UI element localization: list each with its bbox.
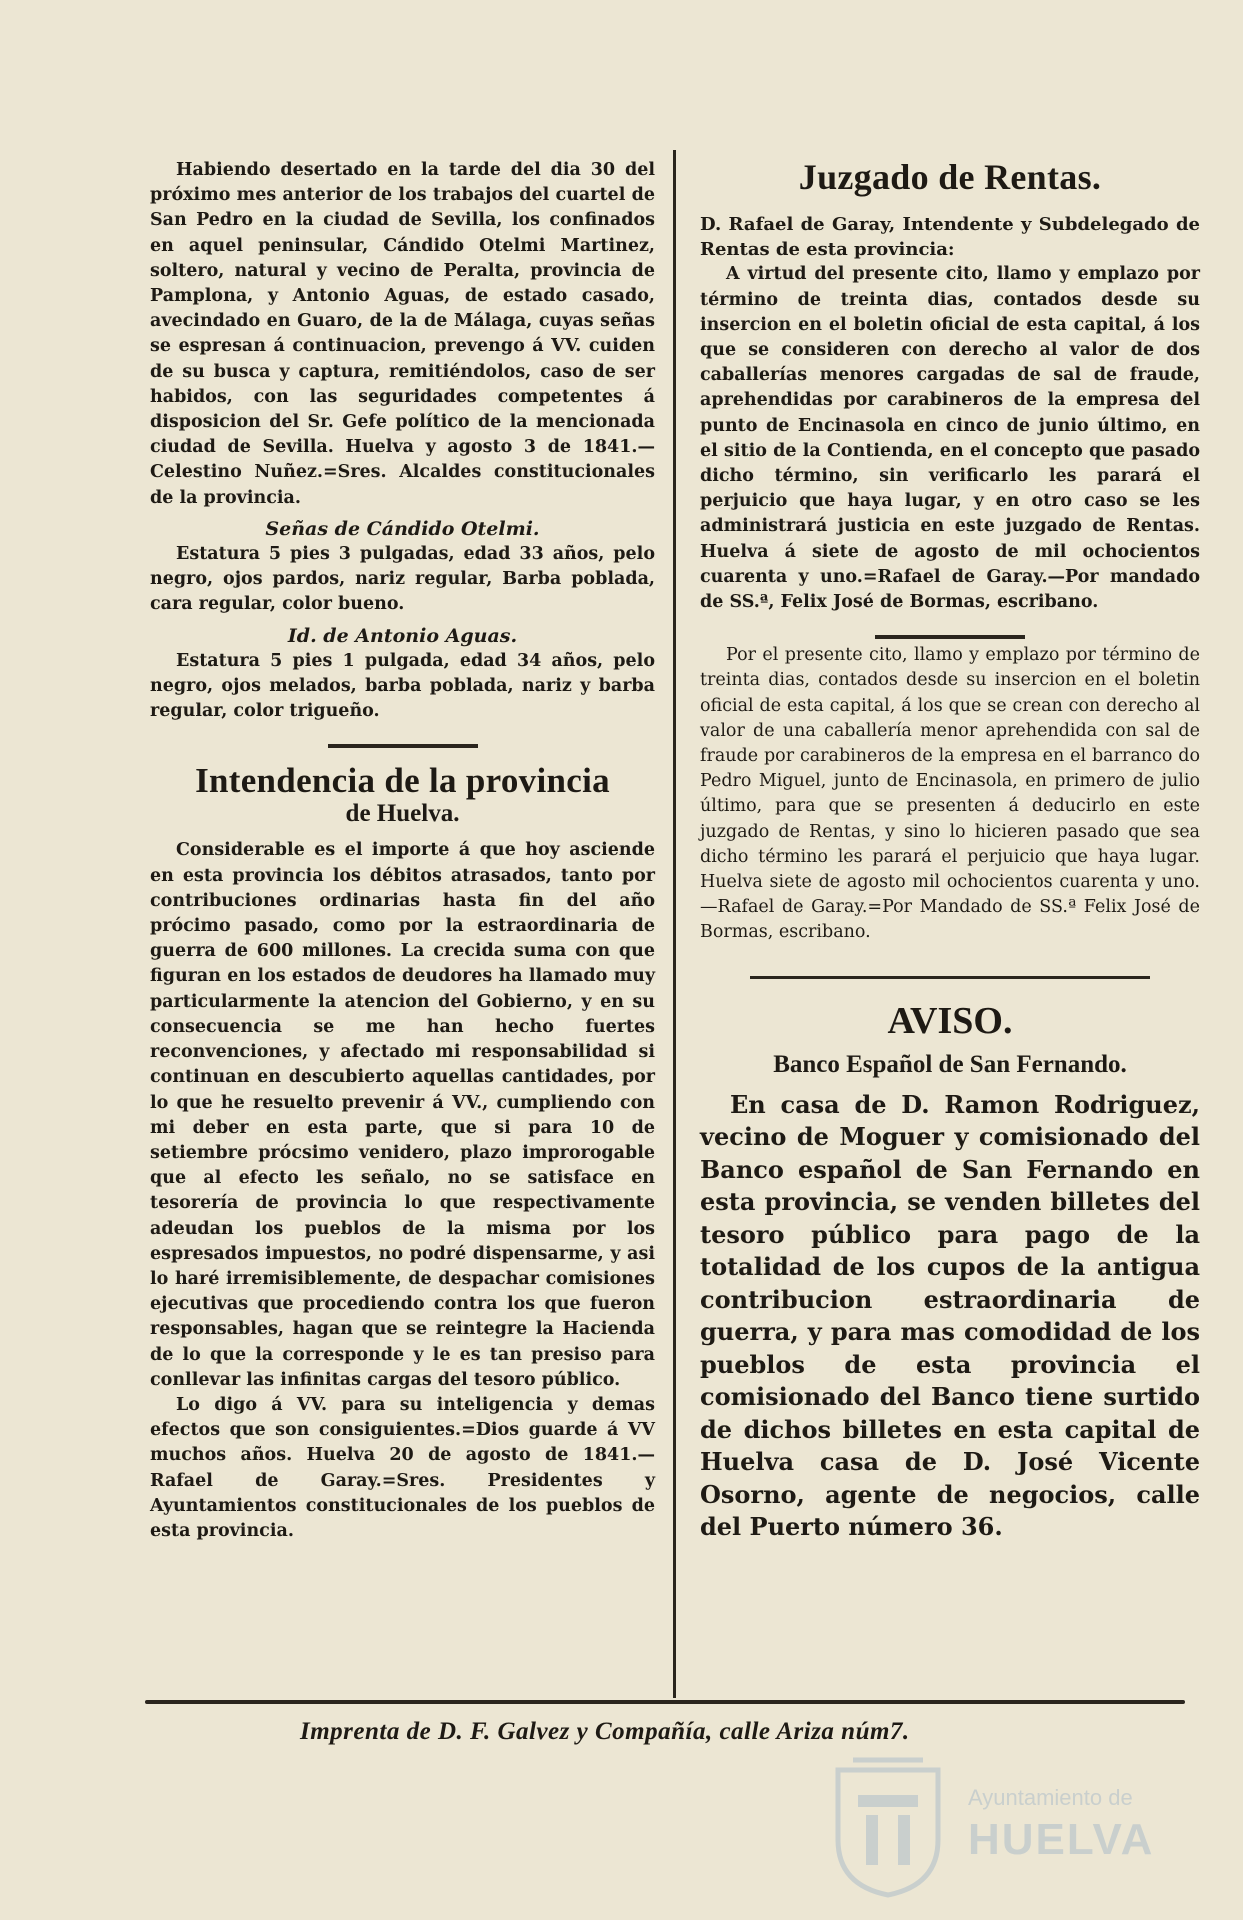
section-separator [328, 744, 478, 748]
right-column [700, 158, 1200, 1544]
juzgado-title: Juzgado de Rentas. [798, 157, 1102, 197]
intendencia-paragraph-1: Considerable es el importe á que hoy asciende en esta provincia los débitos atrasados, tanto por contribuciones ordinarias hasta fin del año prócimo pasado, como por la estraordinaria de guerra de 600 millones. La crecida suma con que figuran en los estados de deudores ha llamado muy particularmente la atencion del Gobierno, y en su consecuencia se me han hecho fuertes reconvenciones, y afectado mi responsabilidad si continuan en descubierto aquellas cantidades, por lo que he resuelto prevenir á VV., cumpliendo con mi deber en esta parte, que si para 10 de setiembre prócsimo venidero, plazo improrogable que al efecto les señalo, no se satisface en tesorería de provincia lo que respectivamente adeudan los pueblos de la misma por los espresados impuestos, no podré dispensarme, y asi lo haré irremisiblemente, de despachar comisiones ejecutivas que procediendo contra los que fueron responsables, hagan que se reintegre la Hacienda de lo que la corresponde y le es tan presiso para conllevar las infinitas cargas del tesoro público. [150, 840, 655, 1390]
juzgado-paragraph-2: Por el presente cito, llamo y emplazo por término de treinta dias, contados desde su insercion en el boletin oficial de esta capital, á los que se crean con derecho al valor de una caballería menor aprehendida con sal de fraude por carabineros de la empresa en el barranco do Pedro Miguel, junto de Encinasola, en primero de julio último, para que se presenten á deducirlo en este juzgado de Rentas, y sino lo hicieren pasado que sea dicho término les parará el perjuicio que haya lugar. Huelva siete de agosto mil ochocientos cuarenta y uno.—Rafael de Garay.=Por Mandado de SS.ª Felix José de Bormas, escribano. [700, 645, 1200, 943]
id-heading: Id. de Antonio Aguas. [287, 624, 518, 647]
senas-heading: Señas de Cándido Otelmi. [265, 517, 540, 540]
aviso-title: AVISO. [887, 999, 1013, 1042]
intendencia-paragraph-2: Lo digo á VV. para su inteligencia y demas efectos que son consiguientes.=Dios guarde á VV muchos años. Huelva 20 de agosto de 1841.—Rafael de Garay.=Sres. Presidentes y Ayuntamientos constitucionales de los pueblos de esta provincia. [150, 1394, 655, 1541]
intendencia-title: Intendencia de la provincia [195, 761, 610, 801]
printer-imprint: Imprenta de D. F. Galvez y Compañía, calle Ariza núm7. [300, 1718, 910, 1745]
juzgado-heading: D. Rafael de Garay, Intendente y Subdelegado de Rentas de esta provincia: [700, 214, 1200, 261]
juzgado-paragraph-1: A virtud del presente cito, llamo y emplazo por término de treinta dias, contados desde su insercion en el boletin oficial de esta capital, á los que se consideren con derecho al valor de dos caballerías menores cargadas de sal de fraude, aprehendidas por carabineros de la empresa del punto de Encinasola en cinco de junio último, en el sitio de la Contienda, en el concepto que pasado dicho término, sin verificarlo les parará el perjuicio que haya lugar, y en otro caso se les administrará justicia en este juzgado de Rentas. Huelva á siete de agosto de mil ochocientos cuarenta y uno.=Rafael de Garay.—Por mandado de SS.ª, Felix José de Bormas, escribano. [700, 264, 1200, 613]
section-separator [750, 976, 1150, 979]
watermark-line-1: Ayuntamiento de [968, 1785, 1133, 1810]
aviso-subtitle: Banco Español de San Fernando. [773, 1050, 1127, 1078]
senas-description: Estatura 5 pies 3 pulgadas, edad 33 años, pelo negro, ojos pardos, nariz regular, Barba poblada, cara regular, color bueno. [150, 544, 655, 615]
left-column [150, 158, 655, 1544]
watermark-line-2: HUELVA [968, 1815, 1155, 1864]
coat-of-arms-icon [828, 1750, 948, 1900]
id-description: Estatura 5 pies 1 pulgada, edad 34 años, pelo negro, ojos melados, barba poblada, nariz y barba regular, color trigueño. [150, 650, 655, 722]
column-divider [673, 150, 676, 1698]
section-separator [875, 635, 1025, 639]
intendencia-subtitle: de Huelva. [345, 800, 460, 828]
aviso-paragraph: En casa de D. Ramon Rodriguez, vecino de Moguer y comisionado del Banco español de San Fernando en esta provincia, se venden billetes del tesoro público para pago de la totalidad de los cupos de la antigua contribucion estraordinaria de guerra, y para mas comodidad de los pueblos de esta provincia el comisionado del Banco tiene surtido de dichos billetes en esta capital de Huelva casa de D. José Vicente Osorno, agente de negocios, calle del Puerto número 36. [700, 1089, 1200, 1542]
footer-rule [145, 1700, 1185, 1704]
desertion-notice: Habiendo desertado en la tarde del dia 30 del próximo mes anterior de los trabajos del cuartel de San Pedro en la ciudad de Sevilla, los confinados en aquel peninsular, Cándido Otelmi Martinez, soltero, natural y vecino de Peralta, provincia de Pamplona, y Antonio Aguas, de estado casado, avecindado en Guaro, de la de Málaga, cuyas señas se espresan á continuacion, prevengo á VV. cuiden de su busca y captura, remitiéndolos, caso de ser habidos, con las seguridades competentes á disposicion del Sr. Gefe político de la mencionada ciudad de Sevilla. Huelva y agosto 3 de 1841.—Celestino Nuñez.=Sres. Alcaldes constitucionales de la provincia. [150, 160, 655, 508]
archive-watermark [828, 1745, 1168, 1905]
